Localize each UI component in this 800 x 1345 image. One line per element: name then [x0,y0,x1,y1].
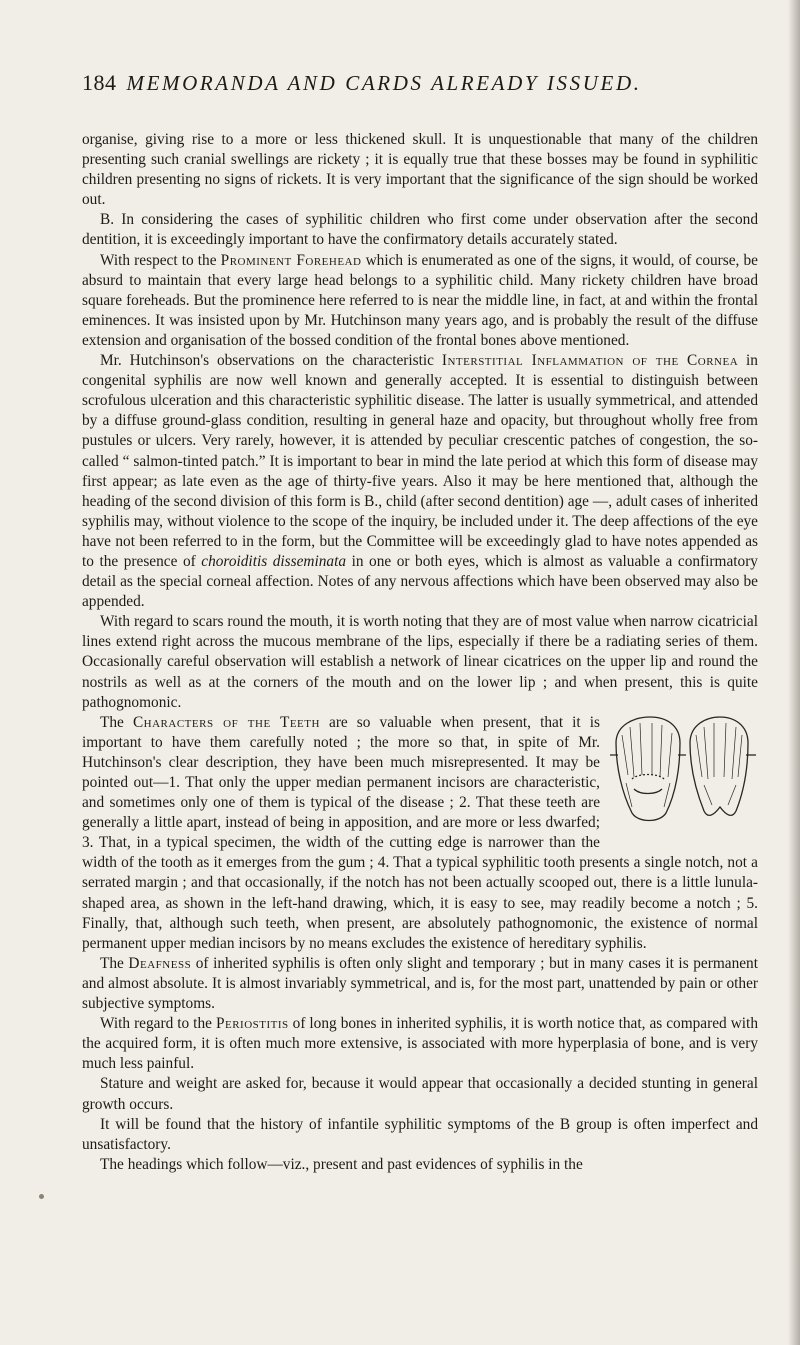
paragraph-text: The [100,713,133,731]
page [82,70,758,1175]
paragraph-interstitial-keratitis [82,351,758,612]
paragraph-deafness [82,954,758,1014]
paragraph-text: are so valuable when present, that it is important to have them carefully noted ; the more so that, in spite of Mr. Hutchinson's clear description, they have been much misrepresented. It may be pointed out—1. That only the upper median permanent incisors are characteristic, and sometimes only one of them is typical of the disease ; 2. That these teeth are generally a little apart, instead of being in apposition, and are more or less dwarfed; 3. That, in a typical specimen, the width of the cutting edge is narrower than the width of the tooth as it emerges from the gum ; 4. That a typical syphilitic tooth presents a single notch, not a serrated margin ; and that occasionally, if the notch has not been actually scooped out, there is a little lunula-shaped area, as shown in the left-hand drawing, which, it is easy to see, may readily become a notch ; 5. Finally, that, although such teeth, when present, are absolutely pathognomonic, the existence of normal permanent upper median incisors by no means excludes the existence of hereditary syphilis. [82,713,758,952]
paragraph-section-b: B. In considering the cases of syphilitic children who first come under observation after the second dentition, it is exceedingly important to have the confirmatory details accurately stated. [82,211,758,249]
paragraph-periostitis [82,1014,758,1074]
running-head [82,70,758,96]
paragraph-mouth-scars: With regard to scars round the mouth, it is worth noting that they are of most value when narrow cicatricial lines extend right across the mucous membrane of the lips, especially if there be a radiating series of them. Occasionally careful observation will establish a network of linear cicatrices on the upper lip and round the nostrils as well as at the corners of the mouth and on the lower lip ; and when present, this is quite pathognomonic. [82,613,758,711]
term-characters-of-teeth: Characters of the Teeth [132,713,320,731]
body-text [82,130,758,1175]
term-periostitis: Periostitis [215,1015,289,1033]
incisor-drawings [608,715,758,837]
page-number: 184 [82,70,117,95]
paragraph-text: which is enumerated as one of the signs, it would, of course, be absurd to maintain that every large head belongs to a syphilitic child. Many rickety children have broad square foreheads. But the prominence here referred to is near the middle line, in fact, at and within the frontal eminences. It was insisted upon by Mr. Hutchinson many years ago, and is probably the result of the diffuse extension and organisation of the bossed condition of the frontal bones above mentioned. [82,251,758,349]
paragraph-text: Mr. Hutchinson's observations on the characteristic [100,352,442,370]
running-title: MEMORANDA AND CARDS ALREADY ISSUED. [126,71,642,95]
paragraph-text: With regard to the [100,1015,216,1033]
paragraph-text: The [100,954,129,972]
teeth-illustration [608,715,758,837]
term-deafness: Deafness [128,954,192,972]
paragraph-text: in one or both eyes, which is almost as valuable a confirmatory detail as the special corneal affection. Notes of any nervous affections which have been observed may also be appended. [82,552,758,611]
paragraph-teeth [82,713,758,954]
paragraph-headings: The headings which follow—viz., present and past evidences of syphilis in the [100,1155,583,1173]
paragraph-text: of long bones in inherited syphilis, it is worth notice that, as compared with the acquired form, it is often much more extensive, is associated with more hyperplasia of bone, and is very much less painful. [82,1015,758,1073]
paragraph-stature: Stature and weight are asked for, because it would appear that occasionally a decided stunting in general growth occurs. [82,1075,758,1113]
paragraph-prominent-forehead [82,251,758,351]
page-edge-shadow [788,0,800,1345]
term-prominent-forehead: Prominent Forehead [220,251,362,269]
paragraph-cranial-bosses: organise, giving rise to a more or less thickened skull. It is unquestionable that many of the children presenting such cranial swellings are rickety ; it is equally true that these bosses may be found in syphilitic children presenting no signs of rickets. It is very important that the significance of the sign should be worked out. [82,131,758,209]
left-incisor-drawing [610,717,686,821]
paragraph-history: It will be found that the history of infantile syphilitic symptoms of the B group is often imperfect and unsatisfactory. [82,1115,758,1153]
term-choroiditis: choroiditis disseminata [201,552,347,570]
paragraph-text: With respect to the [100,251,221,269]
paragraph-text: in congenital syphilis are now well known and generally accepted. It is essential to distinguish between scrofulous ulceration and this characteristic syphilitic disease. The latter is usually symmetrical, and attended by a diffuse ground-glass condition, resulting in general haze and opacity, but throughout wholly free from pustules or ulcers. Very rarely, however, it is attended by peculiar crescentic patches of congestion, the so-called “ salmon-tinted patch.” It is important to bear in mind the late period at which this form of disease may first appear; as late even as the age of thirty-five years. Also it may be here mentioned that, although the heading of the second division of this form is B., child (after second dentition) age —, adult cases of inherited syphilis may, without violence to the scope of the inquiry, be included under it. The deep affections of the eye have not been referred to in the form, but the Committee will be exceedingly glad to have notes appended as to the presence of [82,352,758,570]
paper-speck [39,1194,44,1199]
right-incisor-drawing [690,717,756,815]
paragraph-text: of inherited syphilis is often only slight and temporary ; but in many cases it is permanent and almost absolute. It is almost invariably symmetrical, and is, for the most part, unattended by pain or other subjective symptoms. [82,954,758,1013]
term-interstitial-inflammation: Interstitial Inflammation of the Cornea [441,352,739,370]
